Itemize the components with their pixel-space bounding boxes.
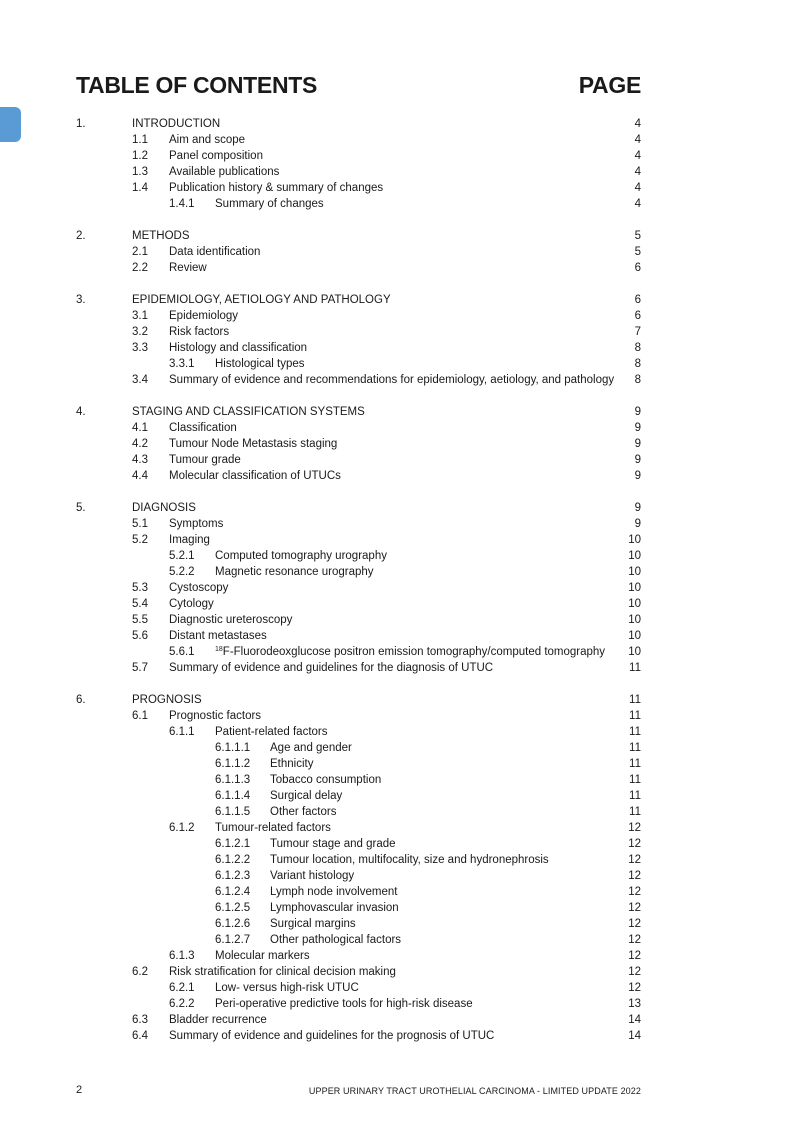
toc-entry-page: 9 bbox=[634, 438, 641, 450]
toc-entry-number: 1.4 bbox=[132, 182, 148, 194]
toc-entry[interactable] bbox=[0, 836, 793, 852]
toc-entry[interactable] bbox=[0, 868, 793, 884]
toc-entry-superscript: 18 bbox=[215, 646, 223, 653]
toc-entry-number: 1.1 bbox=[132, 134, 148, 146]
toc-entry-title: Cystoscopy bbox=[169, 582, 229, 594]
toc-entry-number: 6.1.2.2 bbox=[215, 854, 251, 866]
toc-entry-page: 11 bbox=[629, 726, 641, 738]
toc-entry[interactable] bbox=[0, 612, 793, 628]
toc-entry-number: 6.1.2.3 bbox=[215, 870, 251, 882]
toc-entry-number: 5. bbox=[76, 502, 86, 514]
toc-entry[interactable] bbox=[0, 756, 793, 772]
toc-entry-title: Age and gender bbox=[270, 742, 352, 754]
toc-entry[interactable] bbox=[0, 564, 793, 580]
toc-entry-number: 5.5 bbox=[132, 614, 148, 626]
toc-entry-number: 6.1.2 bbox=[169, 822, 195, 834]
toc-entry-page: 12 bbox=[628, 822, 641, 834]
toc-entry-title: Histological types bbox=[215, 358, 305, 370]
toc-entry-title-text: F-Fluorodeoxglucose positron emission tomography/computed tomography bbox=[222, 646, 606, 658]
toc-entry[interactable] bbox=[0, 196, 793, 212]
toc-entry[interactable] bbox=[0, 692, 793, 708]
toc-entry-page: 5 bbox=[634, 230, 641, 242]
toc-entry-page: 8 bbox=[634, 358, 641, 370]
toc-entry-number: 5.2 bbox=[132, 534, 148, 546]
toc-entry-title: EPIDEMIOLOGY, AETIOLOGY AND PATHOLOGY bbox=[132, 294, 391, 306]
toc-entry-page: 10 bbox=[628, 550, 641, 562]
toc-entry-number: 5.2.1 bbox=[169, 550, 195, 562]
toc-entry[interactable] bbox=[0, 548, 793, 564]
toc-entry-title: Lymph node involvement bbox=[270, 886, 398, 898]
toc-entry[interactable] bbox=[0, 980, 793, 996]
toc-entry-page: 4 bbox=[634, 182, 641, 194]
toc-entry[interactable] bbox=[0, 1028, 793, 1044]
toc-entry-title bbox=[215, 644, 605, 660]
toc-entry[interactable] bbox=[0, 916, 793, 932]
toc-entry-page: 12 bbox=[628, 966, 641, 978]
toc-entry[interactable] bbox=[0, 820, 793, 836]
toc-entry-number: 2. bbox=[76, 230, 86, 242]
toc-entry-page: 12 bbox=[628, 886, 641, 898]
toc-entry-page: 5 bbox=[634, 246, 641, 258]
toc-entry-number: 6.3 bbox=[132, 1014, 148, 1026]
toc-entry-title: STAGING AND CLASSIFICATION SYSTEMS bbox=[132, 406, 365, 418]
toc-entry[interactable] bbox=[0, 404, 793, 420]
toc-entry-page: 10 bbox=[628, 614, 641, 626]
toc-entry[interactable] bbox=[0, 260, 793, 276]
toc-entry-title: Tumour Node Metastasis staging bbox=[169, 438, 338, 450]
toc-entry-title: Low- versus high-risk UTUC bbox=[215, 982, 359, 994]
toc-entry[interactable] bbox=[0, 932, 793, 948]
toc-entry[interactable] bbox=[0, 308, 793, 324]
toc-entry-page: 12 bbox=[628, 854, 641, 866]
footer-running-title: UPPER URINARY TRACT UROTHELIAL CARCINOMA - LIMITED UPDATE 2022 bbox=[308, 1086, 641, 1096]
toc-entry-page: 10 bbox=[628, 630, 641, 642]
toc-entry-page: 6 bbox=[634, 262, 641, 274]
toc-entry-number: 6.1.3 bbox=[169, 950, 195, 962]
toc-entry-page: 8 bbox=[634, 342, 641, 354]
toc-entry-number: 1. bbox=[76, 118, 86, 130]
toc-entry-page: 9 bbox=[634, 406, 641, 418]
toc-entry-title: Panel composition bbox=[169, 150, 263, 162]
toc-entry[interactable] bbox=[0, 516, 793, 532]
toc-entry-number: 6.1.2.6 bbox=[215, 918, 251, 930]
toc-entry[interactable] bbox=[0, 660, 793, 676]
toc-entry[interactable] bbox=[0, 292, 793, 308]
toc-entry-page: 10 bbox=[628, 598, 641, 610]
toc-entry-title: Risk stratification for clinical decision making bbox=[169, 966, 396, 978]
toc-entry[interactable] bbox=[0, 228, 793, 244]
toc-entry-page: 11 bbox=[629, 662, 641, 674]
toc-entry-number: 6.1.1.5 bbox=[215, 806, 251, 818]
toc-entry-number: 6.1.2.7 bbox=[215, 934, 251, 946]
toc-entry-number: 4.3 bbox=[132, 454, 148, 466]
toc-entry-title: Molecular markers bbox=[215, 950, 310, 962]
toc-entry-number: 6.2.2 bbox=[169, 998, 195, 1010]
toc-entry-title: Peri-operative predictive tools for high-risk disease bbox=[215, 998, 473, 1010]
toc-entry-page: 11 bbox=[629, 758, 641, 770]
toc-entry-page: 4 bbox=[634, 118, 641, 130]
toc-entry-number: 3.2 bbox=[132, 326, 148, 338]
toc-entry-number: 3.1 bbox=[132, 310, 148, 322]
toc-entry-title: Epidemiology bbox=[169, 310, 239, 322]
toc-entry-title: METHODS bbox=[132, 230, 190, 242]
toc-entry-title: Summary of changes bbox=[215, 198, 324, 210]
toc-entry-page: 6 bbox=[634, 294, 641, 306]
toc-heading: TABLE OF CONTENTS bbox=[76, 72, 318, 98]
toc-entry-title: Surgical delay bbox=[270, 790, 343, 802]
toc-entry-number: 6.1.2.5 bbox=[215, 902, 251, 914]
toc-entry[interactable] bbox=[0, 852, 793, 868]
toc-entry-number: 4.2 bbox=[132, 438, 148, 450]
toc-entry-page: 12 bbox=[628, 934, 641, 946]
footer-page-number: 2 bbox=[76, 1084, 83, 1096]
toc-entry-title: DIAGNOSIS bbox=[132, 502, 196, 514]
toc-entry-title: Symptoms bbox=[169, 518, 224, 530]
toc-entry-title: Magnetic resonance urography bbox=[215, 566, 374, 578]
toc-entry-number: 1.3 bbox=[132, 166, 148, 178]
toc-entry-page: 12 bbox=[628, 870, 641, 882]
toc-entry-title: Surgical margins bbox=[270, 918, 356, 930]
toc-entry-page: 12 bbox=[628, 982, 641, 994]
toc-entry-number: 2.1 bbox=[132, 246, 148, 258]
toc-entry-title: Tobacco consumption bbox=[270, 774, 382, 786]
toc-entry-title: Review bbox=[169, 262, 207, 274]
toc-entry-page: 10 bbox=[628, 646, 641, 658]
toc-entry-number: 6.2.1 bbox=[169, 982, 195, 994]
toc-entry-number: 6.1.2.1 bbox=[215, 838, 251, 850]
toc-entry[interactable] bbox=[0, 420, 793, 436]
toc-entry[interactable] bbox=[0, 116, 793, 132]
toc-entry[interactable] bbox=[0, 340, 793, 356]
toc-entry[interactable] bbox=[0, 580, 793, 596]
toc-entry-number: 5.7 bbox=[132, 662, 148, 674]
toc-entry-number: 5.6 bbox=[132, 630, 148, 642]
toc-entry-page: 4 bbox=[634, 134, 641, 146]
toc-entry-title: Imaging bbox=[169, 534, 210, 546]
toc-entry[interactable] bbox=[0, 900, 793, 916]
toc-entry[interactable] bbox=[0, 628, 793, 644]
toc-entry[interactable] bbox=[0, 164, 793, 180]
toc-entry-title: Distant metastases bbox=[169, 630, 267, 642]
toc-entry[interactable] bbox=[0, 132, 793, 148]
toc-entry-title: Summary of evidence and guidelines for the diagnosis of UTUC bbox=[169, 662, 494, 674]
toc-entry[interactable] bbox=[0, 532, 793, 548]
toc-entry-page: 10 bbox=[628, 534, 641, 546]
toc-entry-title: Other factors bbox=[270, 806, 337, 818]
toc-entry-page: 6 bbox=[634, 310, 641, 322]
toc-entry-page: 13 bbox=[628, 998, 641, 1010]
toc-entry-page: 10 bbox=[628, 566, 641, 578]
toc-entry[interactable] bbox=[0, 740, 793, 756]
toc-entry[interactable] bbox=[0, 788, 793, 804]
toc-entry[interactable] bbox=[0, 436, 793, 452]
toc-entry-title: Lymphovascular invasion bbox=[270, 902, 399, 914]
toc-entry[interactable] bbox=[0, 452, 793, 468]
toc-entry-number: 1.2 bbox=[132, 150, 148, 162]
toc-entry-title: Variant histology bbox=[270, 870, 355, 882]
toc-entry-number: 4.4 bbox=[132, 470, 148, 482]
toc-entry[interactable] bbox=[0, 724, 793, 740]
toc-entry[interactable] bbox=[0, 708, 793, 724]
toc-entry-number: 6.1.1.4 bbox=[215, 790, 251, 802]
toc-entry-number: 5.2.2 bbox=[169, 566, 195, 578]
toc-entry-page: 11 bbox=[629, 806, 641, 818]
toc-entry-title: Diagnostic ureteroscopy bbox=[169, 614, 293, 626]
toc-entry[interactable] bbox=[0, 884, 793, 900]
toc-entry-number: 5.1 bbox=[132, 518, 148, 530]
toc-entry-title: Summary of evidence and recommendations for epidemiology, aetiology, and pathology bbox=[169, 374, 615, 386]
toc-entry[interactable] bbox=[0, 644, 793, 660]
toc-entry-title: Tumour location, multifocality, size and hydronephrosis bbox=[270, 854, 549, 866]
toc-entry-title: Data identification bbox=[169, 246, 261, 258]
toc-entry[interactable] bbox=[0, 596, 793, 612]
toc-entry[interactable] bbox=[0, 324, 793, 340]
toc-entry[interactable] bbox=[0, 244, 793, 260]
toc-entry-title: Classification bbox=[169, 422, 237, 434]
toc-entry-page: 11 bbox=[629, 742, 641, 754]
toc-entry[interactable] bbox=[0, 148, 793, 164]
toc-entry-number: 5.4 bbox=[132, 598, 148, 610]
toc-entry-page: 9 bbox=[634, 518, 641, 530]
toc-entry-page: 12 bbox=[628, 902, 641, 914]
toc-entry-page: 4 bbox=[634, 198, 641, 210]
toc-entry-number: 4. bbox=[76, 406, 86, 418]
toc-entry[interactable] bbox=[0, 180, 793, 196]
toc-entry-number: 6.1.1.2 bbox=[215, 758, 251, 770]
toc-entry-title: Tumour grade bbox=[169, 454, 241, 466]
toc-list bbox=[0, 116, 793, 1044]
toc-entry-page: 11 bbox=[629, 694, 641, 706]
toc-entry-number: 6.1 bbox=[132, 710, 148, 722]
toc-entry-title: Prognostic factors bbox=[169, 710, 262, 722]
toc-entry-page: 11 bbox=[629, 790, 641, 802]
toc-entry-title: Other pathological factors bbox=[270, 934, 402, 946]
toc-entry[interactable] bbox=[0, 964, 793, 980]
toc-entry-title: Patient-related factors bbox=[215, 726, 328, 738]
toc-entry-title: Tumour stage and grade bbox=[270, 838, 396, 850]
toc-entry-page: 10 bbox=[628, 582, 641, 594]
toc-entry-title: Risk factors bbox=[169, 326, 230, 338]
toc-entry-title: PROGNOSIS bbox=[132, 694, 202, 706]
toc-entry-number: 5.6.1 bbox=[169, 646, 195, 658]
toc-entry-number: 6.2 bbox=[132, 966, 148, 978]
toc-entry-number: 3.3 bbox=[132, 342, 148, 354]
toc-entry-number: 6.1.1.3 bbox=[215, 774, 251, 786]
toc-entry-title: Bladder recurrence bbox=[169, 1014, 267, 1026]
toc-entry-page: 9 bbox=[634, 454, 641, 466]
toc-entry[interactable] bbox=[0, 1012, 793, 1028]
toc-entry-page: 11 bbox=[629, 774, 641, 786]
toc-entry-number: 3.4 bbox=[132, 374, 148, 386]
toc-entry-title: Publication history & summary of changes bbox=[169, 182, 384, 194]
toc-entry-page: 12 bbox=[628, 918, 641, 930]
toc-entry[interactable] bbox=[0, 372, 793, 388]
toc-entry[interactable] bbox=[0, 356, 793, 372]
toc-entry-page: 9 bbox=[634, 422, 641, 434]
toc-entry-title: Molecular classification of UTUCs bbox=[169, 470, 341, 482]
toc-entry-number: 4.1 bbox=[132, 422, 148, 434]
toc-entry-page: 14 bbox=[628, 1014, 641, 1026]
toc-entry-title: Tumour-related factors bbox=[215, 822, 331, 834]
toc-entry-number: 3.3.1 bbox=[169, 358, 195, 370]
toc-entry[interactable] bbox=[0, 500, 793, 516]
toc-entry-title: Aim and scope bbox=[169, 134, 246, 146]
toc-entry-title: INTRODUCTION bbox=[132, 118, 221, 130]
toc-entry-page: 9 bbox=[634, 502, 641, 514]
toc-entry-page: 12 bbox=[628, 950, 641, 962]
toc-entry-page: 11 bbox=[629, 710, 641, 722]
toc-entry-number: 2.2 bbox=[132, 262, 148, 274]
toc-entry[interactable] bbox=[0, 996, 793, 1012]
toc-entry-title: Cytology bbox=[169, 598, 214, 610]
toc-entry-title: Computed tomography urography bbox=[215, 550, 387, 562]
toc-entry[interactable] bbox=[0, 948, 793, 964]
page-column-heading: PAGE bbox=[578, 72, 641, 98]
toc-entry-page: 9 bbox=[634, 470, 641, 482]
toc-entry-number: 6.1.1.1 bbox=[215, 742, 251, 754]
toc-entry-number: 1.4.1 bbox=[169, 198, 195, 210]
toc-entry-title: Ethnicity bbox=[270, 758, 314, 770]
toc-entry-page: 4 bbox=[634, 150, 641, 162]
toc-entry[interactable] bbox=[0, 468, 793, 484]
toc-entry-page: 4 bbox=[634, 166, 641, 178]
toc-entry-page: 7 bbox=[634, 326, 641, 338]
toc-entry-number: 3. bbox=[76, 294, 86, 306]
toc-entry-number: 6.1.2.4 bbox=[215, 886, 251, 898]
toc-entry-page: 12 bbox=[628, 838, 641, 850]
toc-entry-page: 8 bbox=[634, 374, 641, 386]
toc-entry-number: 5.3 bbox=[132, 582, 148, 594]
toc-entry[interactable] bbox=[0, 772, 793, 788]
toc-entry-number: 6.4 bbox=[132, 1030, 148, 1042]
toc-entry-page: 14 bbox=[628, 1030, 641, 1042]
toc-entry-title: Histology and classification bbox=[169, 342, 308, 354]
toc-entry-number: 6. bbox=[76, 694, 86, 706]
toc-entry-title: Summary of evidence and guidelines for the prognosis of UTUC bbox=[169, 1030, 495, 1042]
toc-entry-number: 6.1.1 bbox=[169, 726, 195, 738]
toc-entry-title: Available publications bbox=[169, 166, 280, 178]
toc-entry[interactable] bbox=[0, 804, 793, 820]
